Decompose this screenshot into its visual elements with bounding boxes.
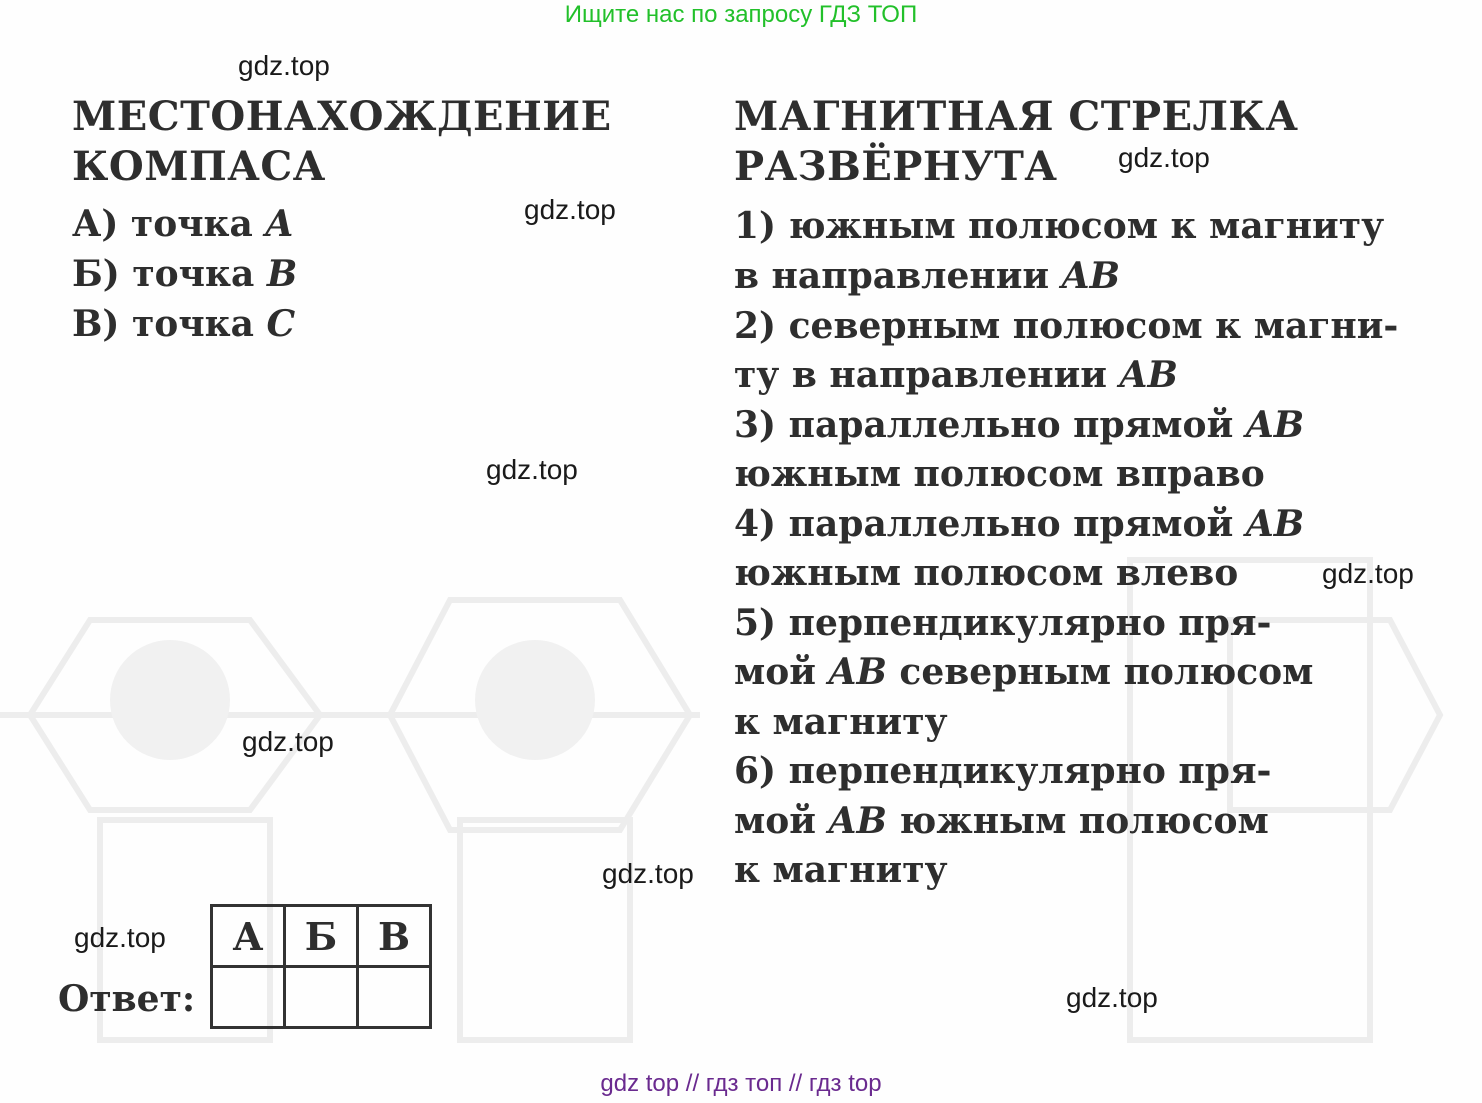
answer-header-a: А (212, 906, 285, 967)
choice-line: ту в направлении AB (734, 354, 1178, 396)
choice-line: в направлении AB (734, 255, 1121, 297)
search-hint-banner: Ищите нас по запросу ГДЗ ТОП (564, 1, 918, 28)
choice-line: мой AB северным полюсом (734, 651, 1314, 693)
answer-table (210, 904, 432, 1029)
choice-line: 3) параллельно прямой AB (734, 404, 1305, 446)
option-b: Б) точка B (72, 253, 298, 295)
watermark: gdz.top (242, 726, 334, 757)
choice-line: 6) перпендикулярно пря- (734, 750, 1272, 792)
option-a: А) точка A (72, 203, 294, 245)
choice-line: мой AB южным полюсом (734, 800, 1269, 842)
choice-line: к магниту (734, 849, 948, 891)
watermark: gdz.top (1066, 982, 1158, 1013)
left-heading-line2: КОМПАСА (72, 143, 326, 190)
option-c: В) точка C (72, 303, 296, 345)
choice-line: южным полюсом вправо (734, 453, 1265, 495)
choice-line: 1) южным полюсом к магниту (734, 205, 1385, 247)
watermark: gdz.top (1118, 142, 1210, 173)
answer-label: Ответ: (58, 978, 196, 1020)
watermark: gdz.top (602, 858, 694, 889)
choice-line: 2) северным полюсом к магни- (734, 305, 1399, 347)
right-heading-line2: РАЗВЁРНУТА (734, 143, 1058, 190)
watermark: gdz.top (486, 454, 578, 485)
answer-header-b: Б (285, 906, 358, 967)
answer-cell-b[interactable] (285, 967, 358, 1028)
answer-cell-c[interactable] (358, 967, 431, 1028)
choice-line: к магниту (734, 701, 948, 743)
choice-line: 4) параллельно прямой AB (734, 503, 1305, 545)
watermark: gdz.top (524, 194, 616, 225)
watermark: gdz.top (1322, 558, 1414, 589)
footer-links[interactable]: gdz top // гдз топ // гдз top (600, 1070, 882, 1097)
watermark: gdz.top (238, 50, 330, 81)
watermark: gdz.top (74, 922, 166, 953)
answer-header-c: В (358, 906, 431, 967)
answer-cell-a[interactable] (212, 967, 285, 1028)
choice-line: 5) перпендикулярно пря- (734, 602, 1272, 644)
right-heading-line1: МАГНИТНАЯ СТРЕЛКА (734, 93, 1299, 140)
choice-line: южным полюсом влево (734, 552, 1239, 594)
left-heading-line1: МЕСТОНАХОЖДЕНИЕ (72, 93, 612, 140)
